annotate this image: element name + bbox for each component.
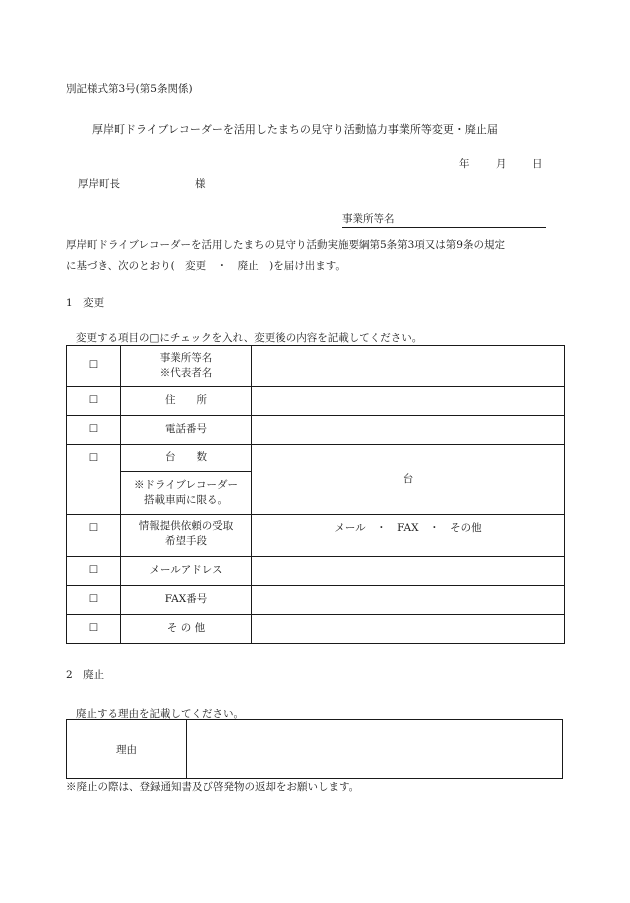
table-row	[67, 445, 565, 472]
reason-field[interactable]	[187, 720, 563, 779]
table-row	[67, 615, 565, 644]
value-other[interactable]	[252, 615, 565, 644]
abolish-note: ※廃止の際は、登録通知書及び啓発物の返却をお願いします。	[66, 781, 360, 793]
change-table	[66, 345, 565, 644]
section-change-instruction: 変更する項目の□にチェックを入れ、変更後の内容を記載してください。	[76, 332, 423, 344]
table-row	[67, 557, 565, 586]
item-phone-label: 電話番号	[121, 416, 252, 445]
addressee-honorific: 様	[195, 178, 206, 190]
value-name-rep[interactable]	[252, 346, 565, 387]
value-phone[interactable]	[252, 416, 565, 445]
item-count-label: 台 数	[121, 445, 252, 472]
item-address-label: 住 所	[121, 387, 252, 416]
item-fax-label: FAX番号	[121, 586, 252, 615]
item-name-rep	[121, 346, 252, 387]
table-row	[67, 416, 565, 445]
table-row	[67, 346, 565, 387]
table-row	[67, 515, 565, 557]
info-method-options: メール ・ FAX ・ その他	[334, 522, 482, 534]
item-name-label: 事業所等名	[159, 351, 213, 364]
item-other-label: そ の 他	[121, 615, 252, 644]
checkbox-fax[interactable]: ☐	[67, 586, 121, 615]
item-rep-label: ※代表者名	[159, 367, 213, 379]
checkbox-other[interactable]: ☐	[67, 615, 121, 644]
checkbox-phone[interactable]: ☐	[67, 416, 121, 445]
addressee-name: 厚岸町長	[78, 178, 120, 190]
value-count[interactable]	[252, 445, 565, 515]
table-row	[67, 720, 563, 779]
date-year-label: 年	[459, 158, 470, 170]
document-title: 厚岸町ドライブレコーダーを活用したまちの見守り活動協力事業所等変更・廃止届	[92, 123, 498, 136]
office-name-field[interactable]	[342, 211, 546, 228]
checkbox-count[interactable]: ☐	[67, 445, 121, 515]
value-fax[interactable]	[252, 586, 565, 615]
checkbox-name[interactable]: ☐	[67, 346, 121, 387]
intro-line-1: 厚岸町ドライブレコーダーを活用したまちの見守り活動実施要綱第5条第3項又は第9条の規定	[66, 239, 505, 251]
value-address[interactable]	[252, 387, 565, 416]
value-info-method[interactable]	[252, 515, 565, 557]
value-email[interactable]	[252, 557, 565, 586]
table-row	[67, 387, 565, 416]
date-month-label: 月	[496, 158, 507, 170]
section-change-heading: 1 変更	[66, 297, 105, 309]
checkbox-address[interactable]: ☐	[67, 387, 121, 416]
count-note-line-2: 搭載車両に限る。	[144, 494, 228, 506]
checkbox-email[interactable]: ☐	[67, 557, 121, 586]
date-day-label: 日	[532, 158, 543, 170]
info-method-line-1: 情報提供依頼の受取	[138, 520, 234, 532]
item-email-label: メールアドレス	[121, 557, 252, 586]
reason-label: 理由	[67, 720, 187, 779]
office-name-label: 事業所等名	[342, 213, 395, 225]
section-abolish-instruction: 廃止する理由を記載してください。	[76, 708, 244, 720]
intro-line-2: に基づき、次のとおり( 変更 ・ 廃止 )を届け出ます。	[66, 260, 346, 272]
item-info-method	[121, 515, 252, 557]
count-note-line-1: ※ドライブレコーダー	[134, 478, 238, 491]
abolish-table	[66, 719, 563, 779]
form-label: 別記様式第3号(第5条関係)	[66, 83, 193, 95]
table-row	[67, 586, 565, 615]
count-unit-label: 台	[402, 472, 414, 485]
section-abolish-heading: 2 廃止	[66, 669, 105, 681]
info-method-line-2: 希望手段	[165, 535, 207, 548]
item-count-note	[121, 472, 252, 515]
checkbox-info[interactable]: ☐	[67, 515, 121, 557]
